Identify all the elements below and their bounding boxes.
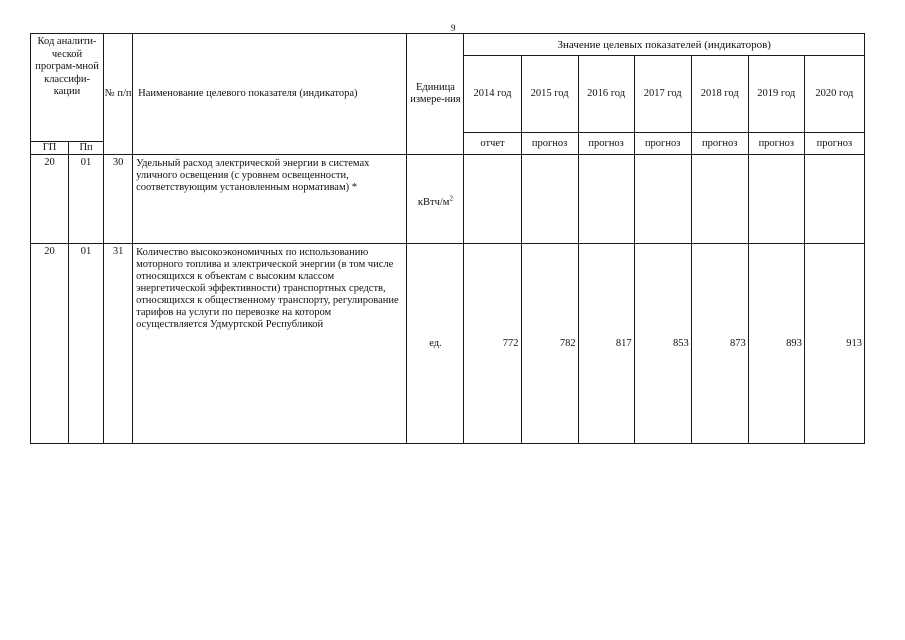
value-2018 xyxy=(691,155,748,244)
code-group-header: Код аналити-ческой програм-мной классифи-кации xyxy=(31,34,104,142)
row-unit xyxy=(407,155,464,244)
header-row-1 xyxy=(31,34,865,56)
value-2016 xyxy=(578,155,634,244)
year-2018-header: 2018 год xyxy=(691,56,748,133)
value-2020 xyxy=(804,155,864,244)
table-row xyxy=(31,244,865,444)
row-number: 30 xyxy=(104,155,133,244)
status-2016: прогноз xyxy=(578,133,634,155)
year-2020-header: 2020 год xyxy=(804,56,864,133)
value-2019 xyxy=(748,155,804,244)
table-row xyxy=(31,155,865,244)
row-gp: 20 xyxy=(31,155,69,244)
row-indicator-name: Количество высокоэкономичных по использованию моторного топлива и электрической энергии (в том числе относящихся к объектам с высоким классом энергетической эффективности) транспортных средств, относящихся к общественному транспорту, регулирование тарифов на услуги по перевозке на котором осуществляется Удмуртской Республикой xyxy=(133,244,407,444)
year-2015-header: 2015 год xyxy=(521,56,578,133)
value-2020: 913 xyxy=(804,244,864,444)
value-2015 xyxy=(521,155,578,244)
values-group-header: Значение целевых показателей (индикаторов) xyxy=(464,34,865,56)
row-gp: 20 xyxy=(31,244,69,444)
row-unit-superscript: 2 xyxy=(449,194,453,203)
status-2015: прогноз xyxy=(521,133,578,155)
pp-header: Пп xyxy=(69,142,104,155)
row-unit-text: кВтч/м xyxy=(417,197,450,208)
value-2014: 772 xyxy=(464,244,521,444)
indicator-name-header: Наименование целевого показателя (индикатора) xyxy=(133,34,407,155)
gp-header: ГП xyxy=(31,142,69,155)
row-indicator-name: Удельный расход электрической энергии в системах уличного освещения (с уровнем освещенности, соответствующим установленным нормативам) * xyxy=(133,155,407,244)
value-2015: 782 xyxy=(521,244,578,444)
status-2019: прогноз xyxy=(748,133,804,155)
target-indicators-table xyxy=(30,33,865,444)
row-pp: 01 xyxy=(69,244,104,444)
value-2016: 817 xyxy=(578,244,634,444)
row-number: 31 xyxy=(104,244,133,444)
status-2018: прогноз xyxy=(691,133,748,155)
number-header: № п/п xyxy=(104,34,133,155)
value-2019: 893 xyxy=(748,244,804,444)
status-2017: прогноз xyxy=(634,133,691,155)
row-pp: 01 xyxy=(69,155,104,244)
value-2018: 873 xyxy=(691,244,748,444)
status-2020: прогноз xyxy=(804,133,864,155)
unit-header: Единица измере-ния xyxy=(407,34,464,155)
year-2016-header: 2016 год xyxy=(578,56,634,133)
year-2017-header: 2017 год xyxy=(634,56,691,133)
value-2017: 853 xyxy=(634,244,691,444)
year-2014-header: 2014 год xyxy=(464,56,521,133)
status-2014: отчет xyxy=(464,133,521,155)
year-2019-header: 2019 год xyxy=(748,56,804,133)
value-2017 xyxy=(634,155,691,244)
row-unit: ед. xyxy=(407,244,464,444)
value-2014 xyxy=(464,155,521,244)
page-number: 9 xyxy=(451,23,456,33)
